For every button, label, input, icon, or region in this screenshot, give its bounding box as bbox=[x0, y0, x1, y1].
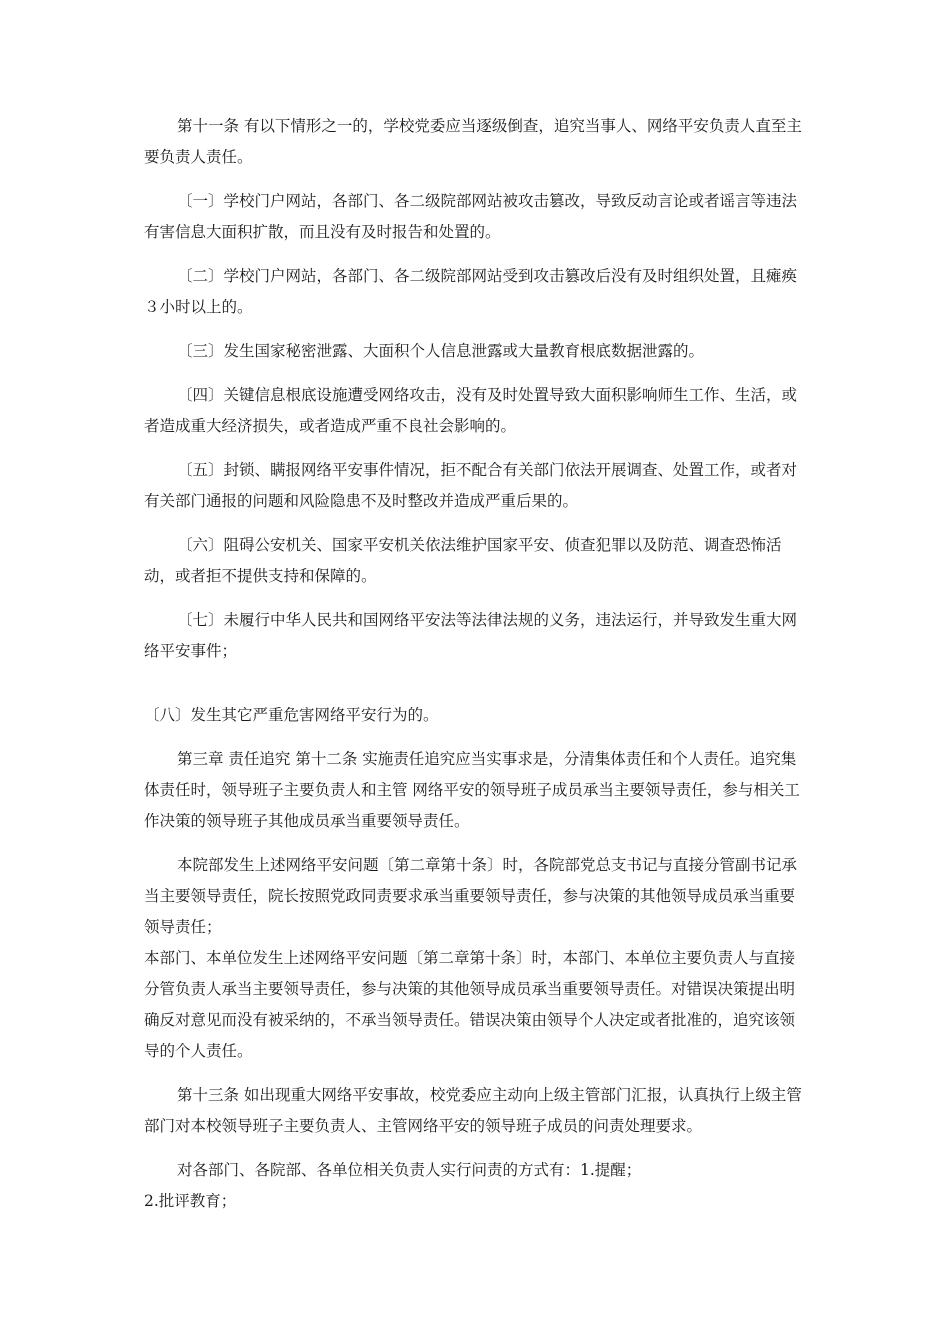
paragraph-item-7: 〔七〕未履行中华人民共和国网络平安法等法律法规的义务，违法运行，并导致发生重大网络平安事件； bbox=[144, 611, 798, 660]
paragraph-item-3: 〔三〕发生国家秘密泄露、大面积个人信息泄露或大量教育根底数据泄露的。 bbox=[177, 342, 705, 360]
paragraph-item-1: 〔一〕学校门户网站，各部门、各二级院部网站被攻击篡改，导致反动言论或者谣言等违法有害信息大面积扩散，而且没有及时报告和处置的。 bbox=[144, 192, 798, 241]
paragraph-method-2: 2.批评教育； bbox=[144, 1192, 237, 1210]
paragraph-item-4: 〔四〕关键信息根底设施遭受网络攻击，没有及时处置导致大面积影响师生工作、生活，或者造成重大经济损失，或者造成严重不良社会影响的。 bbox=[144, 386, 798, 435]
paragraph-item-8: 〔八〕发生其它严重危害网络平安行为的。 bbox=[144, 706, 439, 724]
paragraph-department-responsibility: 本部门、本单位发生上述网络平安问题〔第二章第十条〕时，本部门、本单位主要负责人与直接分管负责人承当主要领导责任，参与决策的其他领导成员承当重要领导责任。对错误决策提出明确反对意见而没有被采纳的，不承当领导责任。错误决策由领导个人决定或者批准的，追究该领导的个人责任。 bbox=[144, 949, 796, 1060]
paragraph-item-6: 〔六〕阻碍公安机关、国家平安机关依法维护国家平安、侦查犯罪以及防范、调查恐怖活动，或者拒不提供支持和保障的。 bbox=[144, 536, 782, 585]
paragraph-item-2: 〔二〕学校门户网站，各部门、各二级院部网站受到攻击篡改后没有及时组织处置，且瘫痪３小时以上的。 bbox=[144, 267, 798, 316]
paragraph-article-13: 第十三条 如出现重大网络平安事故，校党委应主动向上级主管部门汇报，认真执行上级主管部门对本校领导班子主要负责人、主管网络平安的领导班子成员的问责处理要求。 bbox=[144, 1086, 802, 1135]
paragraph-chapter-3-article-12: 第三章 责任追究 第十二条 实施责任追究应当实事求是，分清集体责任和个人责任。追究集体责任时，领导班子主要负责人和主管 网络平安的领导班子成员承当主要领导责任，参与相关工作决策的领导班子其他成员承当重要领导责任。 bbox=[144, 750, 800, 830]
paragraph-accountability-methods: 对各部门、各院部、各单位相关负责人实行问责的方式有：1.提醒； bbox=[177, 1161, 642, 1179]
paragraph-article-11: 第十一条 有以下情形之一的，学校党委应当逐级倒查，追究当事人、网络平安负责人直至主要负责人责任。 bbox=[144, 117, 802, 166]
paragraph-college-responsibility: 本院部发生上述网络平安问题〔第二章第十条〕时，各院部党总支书记与直接分管副书记承当主要领导责任，院长按照党政同责要求承当重要领导责任，参与决策的其他领导成员承当重要领导责任； bbox=[144, 856, 798, 936]
paragraph-item-5: 〔五〕封锁、瞒报网络平安事件情况，拒不配合有关部门依法开展调查、处置工作，或者对有关部门通报的问题和风险隐患不及时整改并造成严重后果的。 bbox=[144, 461, 798, 510]
